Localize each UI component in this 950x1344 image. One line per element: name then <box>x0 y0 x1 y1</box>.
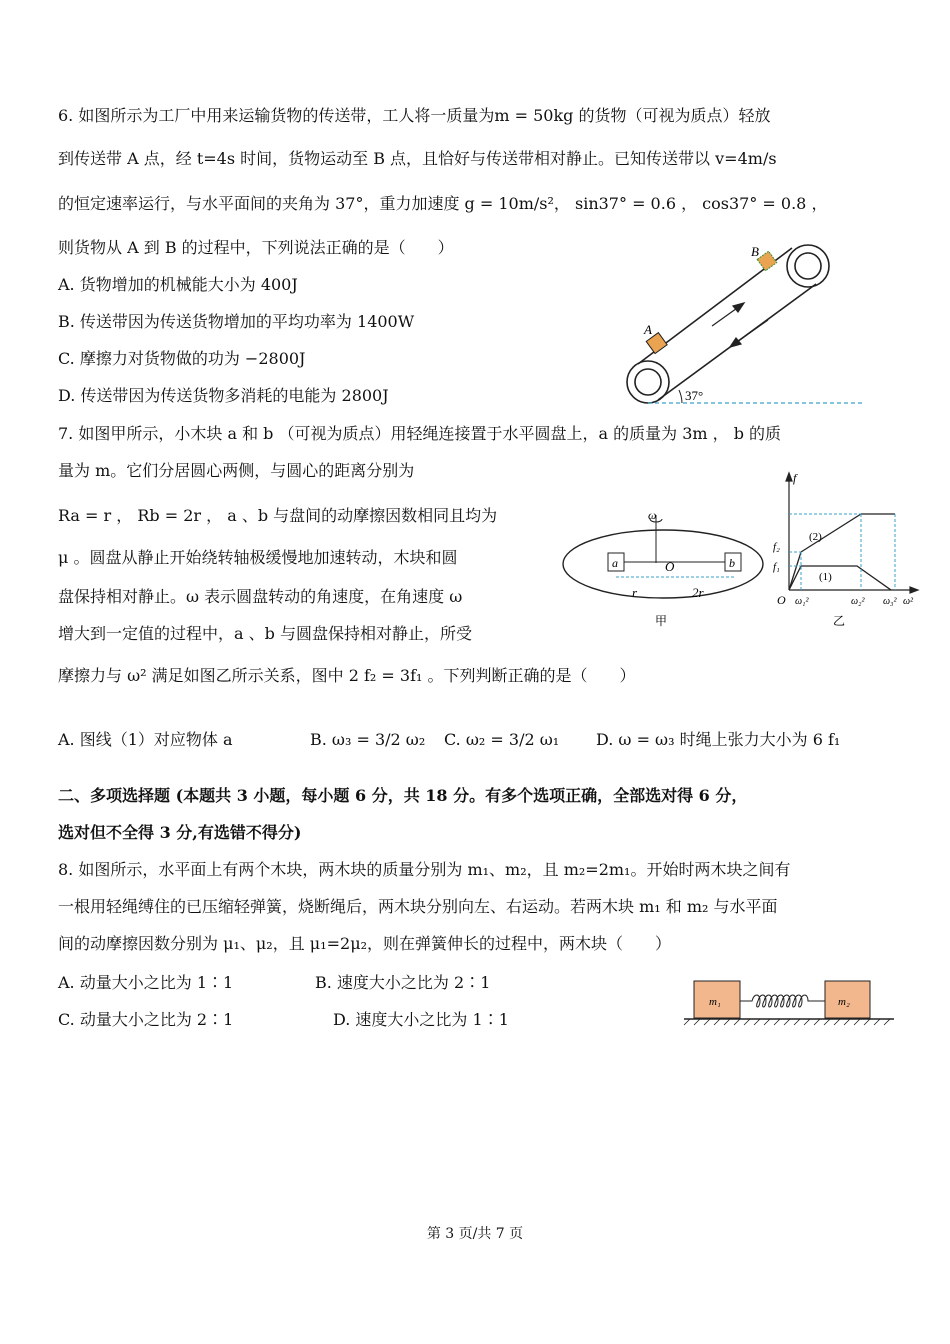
section-2-heading-2: 选对但不全得 3 分,有选错不得分) <box>58 823 302 842</box>
f2-label: f₂ <box>773 541 780 553</box>
omega3-sq-label: ω₃² <box>883 596 897 607</box>
x-axis-arrow-icon <box>910 587 918 593</box>
curve-1-label: (1) <box>819 571 832 583</box>
q7-line-3: Ra = r ， Rb = 2r ， a 、b 与盘间的动摩擦因数相同且均为 <box>58 506 498 525</box>
section-2-heading-1: 二、多项选择题 (本题共 3 小题，每小题 6 分，共 18 分。有多个选项正确，全部选对得 6 分， <box>58 786 748 805</box>
q7-line-5: 盘保持相对静止。ω 表示圆盘转动的角速度，在角速度 ω <box>58 587 463 606</box>
omega2-sq-label: ω₂² <box>851 596 865 607</box>
q8-line-2: 一根用轻绳缚住的已压缩轻弹簧，烧断绳后，两木块分别向左、右运动。若两木块 m₁ 和 m₂ 与水平面 <box>58 897 778 916</box>
q7-line-2: 量为 m。它们分居圆心两侧，与圆心的距离分别为 <box>58 461 415 480</box>
q7-line-1: 7. 如图甲所示，小木块 a 和 b （可视为质点）用轻绳连接置于水平圆盘上，a 的质量为 3m ， b 的质 <box>58 424 782 443</box>
spring-blocks-figure <box>680 975 900 1030</box>
q6-line-3: 的恒定速率运行，与水平面间的夹角为 37°，重力加速度 g = 10m/s²， sin37° = 0.6 ， cos37° = 0.8 ， <box>58 194 828 213</box>
ground-hatch <box>684 1019 890 1025</box>
block-m1-label: m₁ <box>709 996 721 1008</box>
origin-label: O <box>777 593 786 607</box>
q8-option-d: D. 速度大小之比为 1∶1 <box>333 1010 509 1029</box>
q8-option-a: A. 动量大小之比为 1∶1 <box>58 973 234 992</box>
q6-option-d: D. 传送带因为传送货物多消耗的电能为 2800J <box>58 386 389 405</box>
q8-option-b: B. 速度大小之比为 2∶1 <box>315 973 491 992</box>
block-a-label: a <box>612 556 618 570</box>
center-o-label: O <box>665 559 675 574</box>
omega-sq-axis-label: ω² <box>903 596 914 607</box>
curve-1 <box>789 566 891 590</box>
point-b-label: B <box>751 244 759 259</box>
omega1-sq-label: ω₁² <box>795 596 809 607</box>
cargo-b <box>757 251 777 271</box>
q6-option-b: B. 传送带因为传送货物增加的平均功率为 1400W <box>58 312 415 331</box>
block-b-label: b <box>729 556 735 570</box>
point-a-label: A <box>644 322 652 337</box>
q6-line-4: 则货物从 A 到 B 的过程中，下列说法正确的是（ ） <box>58 238 454 257</box>
radius-r-label: r <box>632 585 638 600</box>
caption-jia: 甲 <box>655 614 668 628</box>
f1-label: f₁ <box>773 561 780 573</box>
page-footer: 第 3 页/共 7 页 <box>426 1226 524 1242</box>
q7-line-7: 摩擦力与 ω² 满足如图乙所示关系，图中 2 f₂ = 3f₁ 。下列判断正确的是（ ） <box>58 666 636 685</box>
q7-option-d: D. ω = ω₃ 时绳上张力大小为 6 f₁ <box>596 730 841 749</box>
radius-2r-label: 2r <box>692 585 704 600</box>
omega-label: ω <box>648 508 657 522</box>
spring <box>740 995 825 1007</box>
q7-line-6: 增大到一定值的过程中，a 、b 与圆盘保持相对静止，所受 <box>58 624 472 643</box>
arrow-up-icon <box>733 303 744 312</box>
q7-option-c: C. ω₂ = 3/2 ω₁ <box>444 730 560 749</box>
angle-label: 37° <box>685 388 704 403</box>
q8-line-1: 8. 如图所示，水平面上有两个木块，两木块的质量分别为 m₁、m₂，且 m₂=2m₁。开始时两木块之间有 <box>58 860 791 879</box>
curve-2 <box>789 514 895 590</box>
q7-option-a: A. 图线（1）对应物体 a <box>58 730 233 749</box>
q6-option-c: C. 摩擦力对货物做的功为 −2800J <box>58 349 306 368</box>
disk-figure-jia <box>560 505 780 635</box>
q7-option-b: B. ω₃ = 3/2 ω₂ <box>310 730 426 749</box>
curve-2-label: (2) <box>809 531 822 543</box>
q8-option-c: C. 动量大小之比为 2∶1 <box>58 1010 234 1029</box>
q6-option-a: A. 货物增加的机械能大小为 400J <box>58 275 298 294</box>
conveyor-belt-figure <box>620 240 870 410</box>
friction-graph-yi <box>765 470 925 635</box>
q6-line-2: 到传送带 A 点，经 t=4s 时间，货物运动至 B 点，且恰好与传送带相对静止。已知传送带以 v=4m/s <box>58 149 777 168</box>
axis-f-label: f <box>793 471 797 485</box>
q8-line-3: 间的动摩擦因数分别为 μ₁、μ₂，且 μ₁=2μ₂，则在弹簧伸长的过程中，两木块（ ） <box>58 934 672 953</box>
q6-line-1: 6. 如图所示为工厂中用来运输货物的传送带，工人将一质量为m = 50kg 的货物（可视为质点）轻放 <box>58 106 771 125</box>
block-m2-label: m₂ <box>838 996 850 1008</box>
caption-yi: 乙 <box>833 614 846 628</box>
q7-line-4: μ 。圆盘从静止开始绕转轴极缓慢地加速转动，木块和圆 <box>58 548 458 567</box>
y-axis-arrow-icon <box>786 473 792 481</box>
